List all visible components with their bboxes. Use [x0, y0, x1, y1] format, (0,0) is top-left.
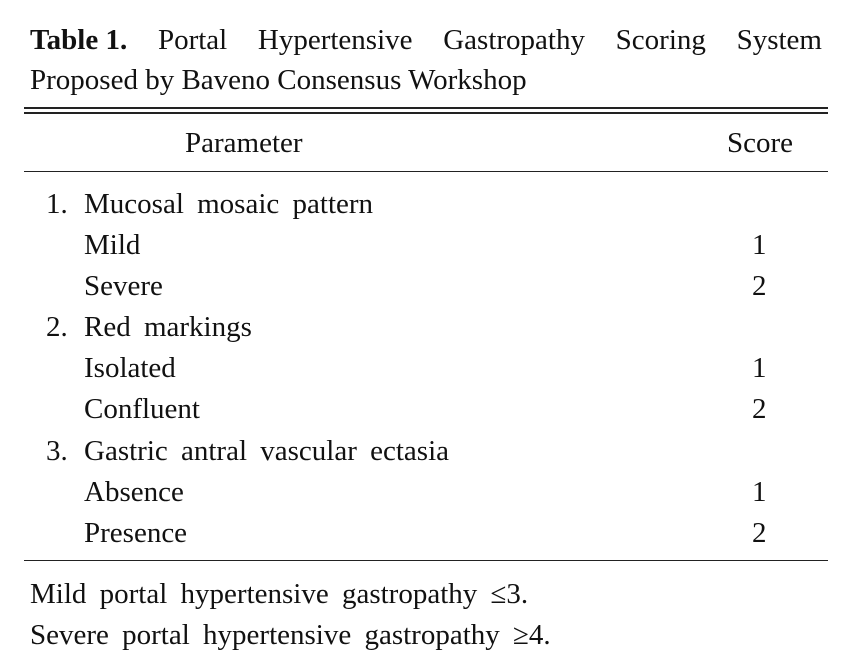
- item-score: 1: [752, 475, 767, 508]
- caption-line-2: Proposed by Baveno Consensus Workshop: [30, 64, 527, 96]
- group-name: Gastric antral vascular ectasia: [84, 434, 450, 467]
- item-label: Presence: [84, 516, 188, 549]
- header-score: Score: [727, 127, 794, 159]
- table-header-row: [24, 121, 828, 165]
- table-group-row: [0, 307, 843, 348]
- item-label: Confluent: [84, 393, 200, 426]
- table-header-rule: [24, 171, 828, 172]
- table-row: [0, 513, 843, 554]
- group-number: 3.: [46, 434, 68, 467]
- group-name: Red markings: [84, 311, 252, 344]
- item-label: Absence: [84, 475, 184, 508]
- item-label: Isolated: [84, 352, 176, 385]
- item-score: 2: [752, 393, 767, 426]
- item-label: Mild: [84, 229, 141, 262]
- item-score: 2: [752, 516, 767, 549]
- footnote-mild: Mild portal hypertensive gastropathy ≤3.: [30, 578, 529, 610]
- caption-word: Hypertensive: [257, 24, 413, 56]
- table-footnotes: [30, 574, 551, 656]
- caption-word: Scoring: [615, 24, 706, 56]
- group-number: 2.: [46, 311, 68, 344]
- footnote-severe: Severe portal hypertensive gastropathy ≥4.: [30, 619, 551, 651]
- caption-word: System: [736, 24, 822, 56]
- item-label: Severe: [84, 270, 163, 303]
- group-number: 1.: [46, 188, 68, 220]
- table-row: [0, 348, 843, 389]
- caption-word: Portal: [157, 24, 228, 56]
- table-top-rule-double: [24, 112, 828, 114]
- caption-label: Table 1.: [30, 24, 128, 56]
- table-group-row: [0, 184, 843, 225]
- table-row: [0, 225, 843, 266]
- table-row: [0, 472, 843, 513]
- table-row: [0, 266, 843, 307]
- caption-line-1: [30, 20, 822, 60]
- table-bottom-rule: [24, 560, 828, 561]
- header-parameter: Parameter: [185, 127, 303, 159]
- table-body: [0, 184, 843, 554]
- table-group-row: [0, 431, 843, 472]
- table-caption: [30, 20, 822, 100]
- item-score: 1: [752, 352, 767, 385]
- caption-word: Gastropathy: [443, 24, 585, 56]
- item-score: 1: [752, 229, 767, 262]
- group-name: Mucosal mosaic pattern: [84, 188, 374, 220]
- table-row: [0, 389, 843, 430]
- item-score: 2: [752, 270, 767, 303]
- table-top-rule: [24, 107, 828, 109]
